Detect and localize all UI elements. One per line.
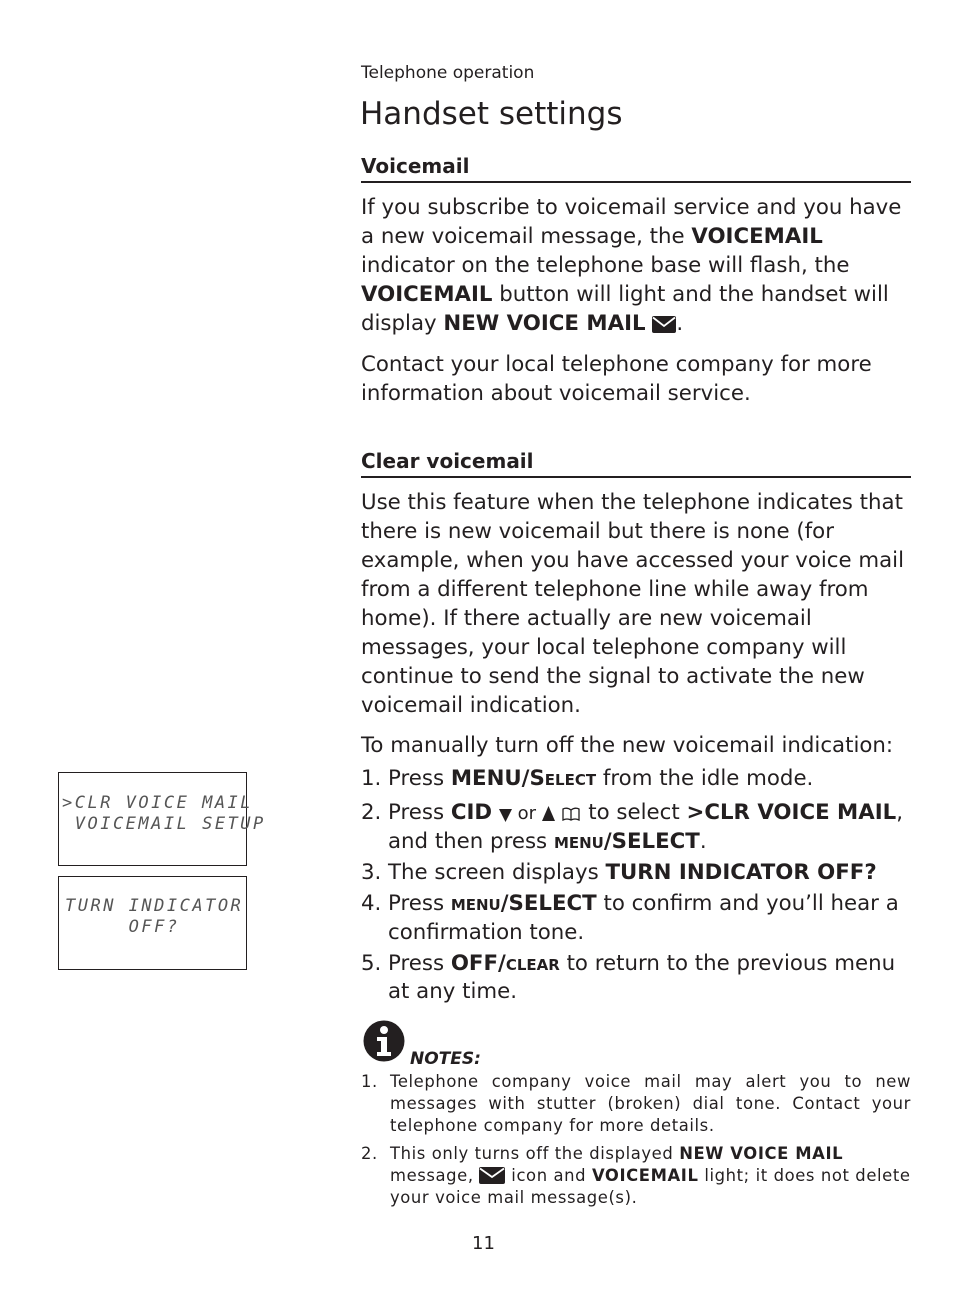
- step-5: 5. Press OFF/clear to return to the previous menu at any time.: [361, 950, 896, 1004]
- envelope-icon: [652, 316, 676, 333]
- section-label: Telephone operation: [361, 63, 535, 83]
- up-arrow-icon: [542, 806, 555, 822]
- lcd-line-2: VOICEMAIL SETUP: [62, 814, 266, 834]
- notes-heading: NOTES:: [410, 1049, 481, 1069]
- step-1: 1. Press MENU/Select from the idle mode.: [361, 766, 814, 791]
- lcd-line-1: TURN INDICATOR: [65, 896, 244, 916]
- down-arrow-icon: [499, 808, 512, 822]
- info-icon: [363, 1020, 405, 1062]
- envelope-icon: [479, 1167, 505, 1184]
- voicemail-heading: Voicemail: [361, 154, 911, 183]
- note-2: 2. This only turns off the displayed NEW VOICE MAIL message, icon and VOICEMAIL light; it does not delete your voice mail message(s).: [361, 1144, 911, 1207]
- voicemail-paragraph-2: Contact your local telephone company for more information about voicemail service.: [361, 352, 872, 406]
- step-2: 2. Press CID or to select >CLR VOICE MAIL, and then press menu/SELECT.: [361, 799, 904, 854]
- lcd-screen-turn-indicator-off: [58, 876, 247, 970]
- step-4: 4. Press menu/SELECT to confirm and you’ll hear a confirmation tone.: [361, 891, 899, 945]
- phonebook-icon: [561, 807, 581, 822]
- lcd-line-2: OFF?: [65, 917, 180, 937]
- lcd-line-1: >CLR VOICE MAIL: [62, 793, 254, 813]
- clear-voicemail-paragraph-2: To manually turn off the new voicemail indication:: [361, 733, 894, 758]
- step-3: 3. The screen displays TURN INDICATOR OFF?: [361, 860, 877, 885]
- clear-voicemail-heading: Clear voicemail: [361, 449, 911, 478]
- clear-voicemail-paragraph-1: Use this feature when the telephone indicates that there is new voicemail but there is none (for example, when you have accessed your voice mail from a different telephone line while away from home). If there actually are new voicemail messages, your local telephone company will continue to send the signal to activate the new voicemail indication.: [361, 490, 904, 718]
- note-1: 1. Telephone company voice mail may alert you to new messages with stutter (broken) dial tone. Contact your telephone company for more details.: [361, 1072, 911, 1135]
- voicemail-paragraph-1: If you subscribe to voicemail service and you have a new voicemail message, the VOICEMAIL indicator on the telephone base will flash, the VOICEMAIL button will light and the handset will display NEW VOICE MAIL .: [361, 195, 902, 336]
- notes-list: [361, 1071, 911, 1215]
- lcd-screen-clr-voice-mail: [58, 772, 266, 866]
- page-number: 11: [472, 1233, 495, 1254]
- page-title: Handset settings: [360, 96, 623, 132]
- steps-list: [361, 765, 913, 1009]
